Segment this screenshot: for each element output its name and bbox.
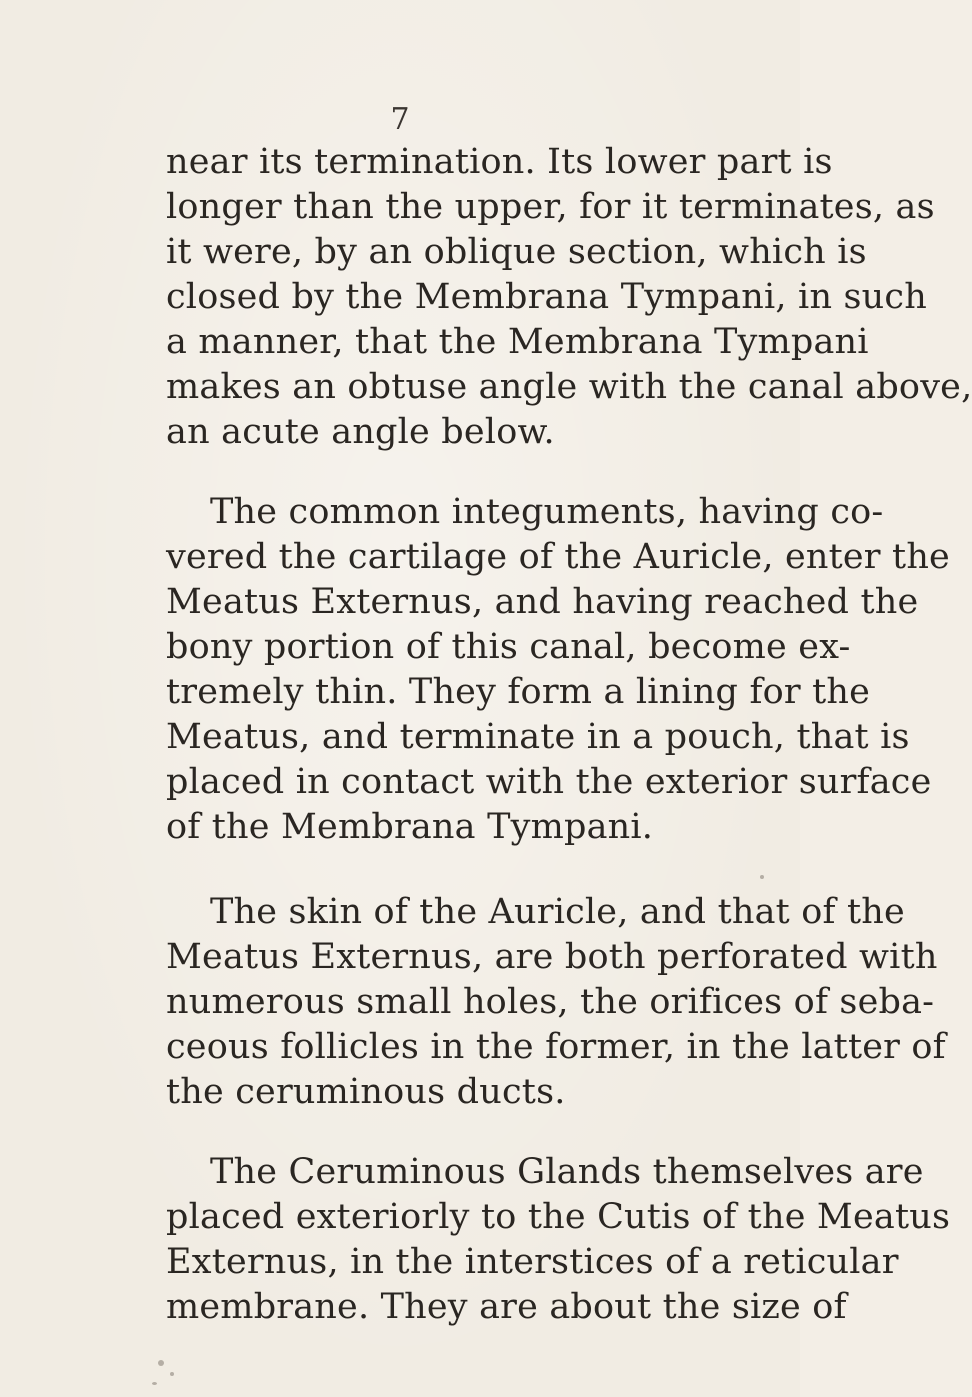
text-line: numerous small holes, the orifices of seba- — [166, 982, 935, 1022]
text-line: vered the cartilage of the Auricle, enter the — [166, 537, 950, 577]
text-line: longer than the upper, for it terminates, as — [166, 187, 935, 227]
text-line: closed by the Membrana Tympani, in such — [166, 277, 927, 317]
text-line: tremely thin. They form a lining for the — [166, 672, 871, 712]
text-line: The skin of the Auricle, and that of the — [210, 892, 905, 932]
paper-speck — [152, 1382, 157, 1385]
text-line: Externus, in the interstices of a reticular — [166, 1242, 899, 1282]
text-line: Meatus Externus, and having reached the — [166, 582, 919, 622]
paper-speck — [170, 1372, 174, 1376]
text-line: ceous follicles in the former, in the latter of — [166, 1027, 946, 1067]
text-line: placed in contact with the exterior surface — [166, 762, 932, 802]
text-line: membrane. They are about the size of — [166, 1287, 847, 1327]
text-line: bony portion of this canal, become ex- — [166, 627, 851, 667]
text-line: makes an obtuse angle with the canal above, — [166, 367, 972, 407]
text-line: of the Membrana Tympani. — [166, 807, 654, 847]
text-line: The common integuments, having co- — [210, 492, 884, 532]
text-line: The Ceruminous Glands themselves are — [210, 1152, 924, 1192]
text-line: near its termination. Its lower part is — [166, 142, 833, 182]
text-line: it were, by an oblique section, which is — [166, 232, 867, 272]
page-number: 7 — [390, 102, 410, 137]
text-line: Meatus Externus, are both perforated with — [166, 937, 938, 977]
paper-speck — [158, 1360, 164, 1366]
text-line: the ceruminous ducts. — [166, 1072, 566, 1112]
text-line: placed exteriorly to the Cutis of the Meatus — [166, 1197, 951, 1237]
paper-speck — [760, 875, 764, 879]
text-line: Meatus, and terminate in a pouch, that is — [166, 717, 910, 757]
text-line: an acute angle below. — [166, 412, 555, 452]
text-line: a manner, that the Membrana Tympani — [166, 322, 869, 362]
